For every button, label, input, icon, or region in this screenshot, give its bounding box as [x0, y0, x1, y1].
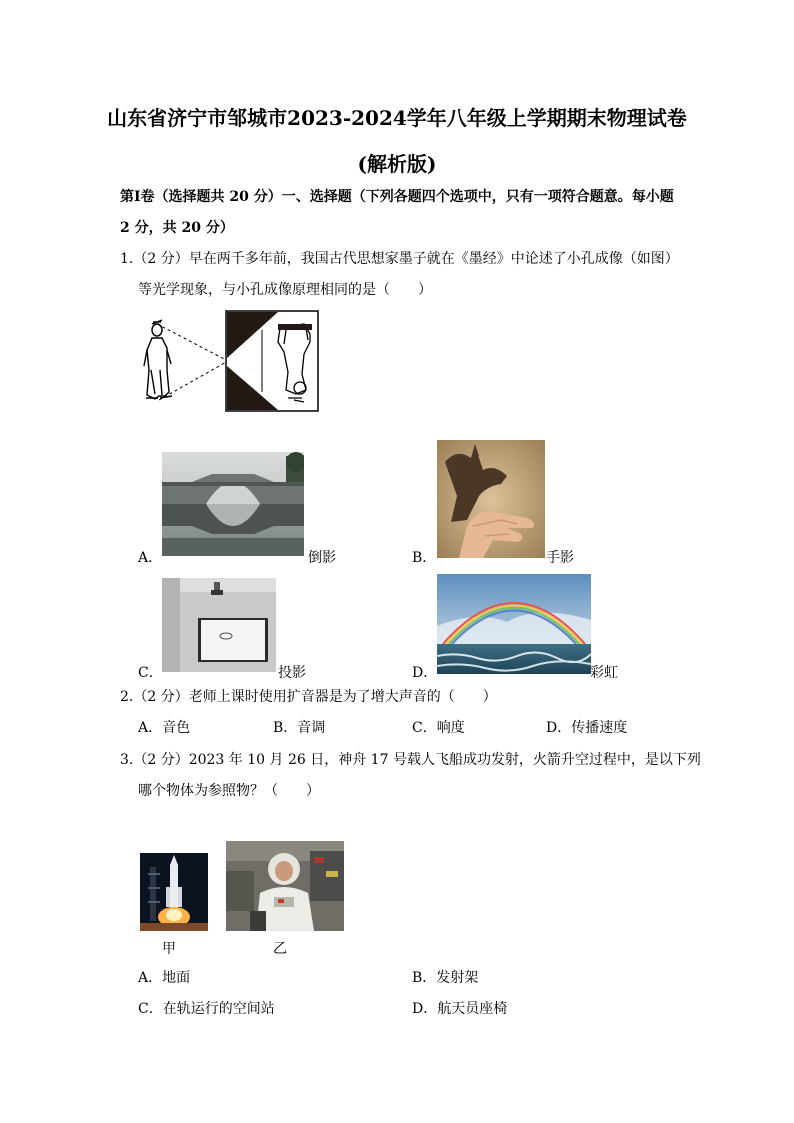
q3-option-b: B．发射架: [412, 970, 479, 986]
q1-option-b-caption: 手影: [546, 550, 574, 566]
rocket-launch-photo: [140, 853, 208, 931]
page-title: 山东省济宁市邹城市2023-2024学年八年级上学期期末物理试卷: [107, 106, 687, 130]
q2-option-b: B．音调: [273, 720, 326, 736]
q1-option-d-letter: D．: [412, 665, 438, 681]
section-header-line1: 第Ⅰ卷（选择题共 20 分）一、选择题（下列各题四个选项中，只有一项符合题意。每小题: [120, 189, 674, 205]
astronaut-photo: [226, 841, 344, 931]
q3-option-d: D．航天员座椅: [412, 1001, 508, 1017]
q2-stem: 2.（2 分）老师上课时使用扩音器是为了增大声音的（ ）: [120, 689, 497, 705]
q1-option-d-caption: 彩虹: [590, 665, 618, 681]
q3-option-c: C．在轨运行的空间站: [138, 1001, 275, 1017]
standing-person-figure: [144, 320, 172, 399]
q2-option-c: C．响度: [412, 720, 465, 736]
q2-option-d: D．传播速度: [546, 720, 628, 736]
q1-option-b-letter: B．: [412, 550, 437, 566]
section-header-line2: 2 分，共 20 分）: [120, 220, 234, 236]
projection-photo: [162, 578, 276, 672]
q3-stem-line2: 哪个物体为参照物？（ ）: [138, 783, 320, 799]
q3-photo-label-yi: 乙: [273, 941, 287, 957]
q1-option-a-letter: A．: [138, 550, 163, 566]
page-subtitle: (解析版): [357, 152, 437, 176]
hand-shadow-photo: [437, 440, 545, 558]
q3-stem-line1: 3.（2 分）2023 年 10 月 26 日，神舟 17 号载人飞船成功发射，火箭升空过程中，是以下列: [120, 752, 701, 768]
bridge-reflection-photo: [162, 452, 304, 556]
q1-option-c-letter: C．: [138, 665, 163, 681]
pinhole-diagram: [138, 308, 322, 414]
q3-photo-label-jia: 甲: [162, 941, 176, 957]
q1-stem-line1: 1.（2 分）早在两千多年前，我国古代思想家墨子就在《墨经》中论述了小孔成像（如图）: [120, 251, 679, 267]
q1-option-a-caption: 倒影: [308, 550, 336, 566]
q2-option-a: A．音色: [138, 720, 191, 736]
q1-option-c-caption: 投影: [278, 665, 306, 681]
q1-stem-line2: 等光学现象，与小孔成像原理相同的是（ ）: [138, 282, 432, 298]
q3-option-a: A．地面: [138, 970, 191, 986]
rainbow-photo: [437, 574, 591, 674]
